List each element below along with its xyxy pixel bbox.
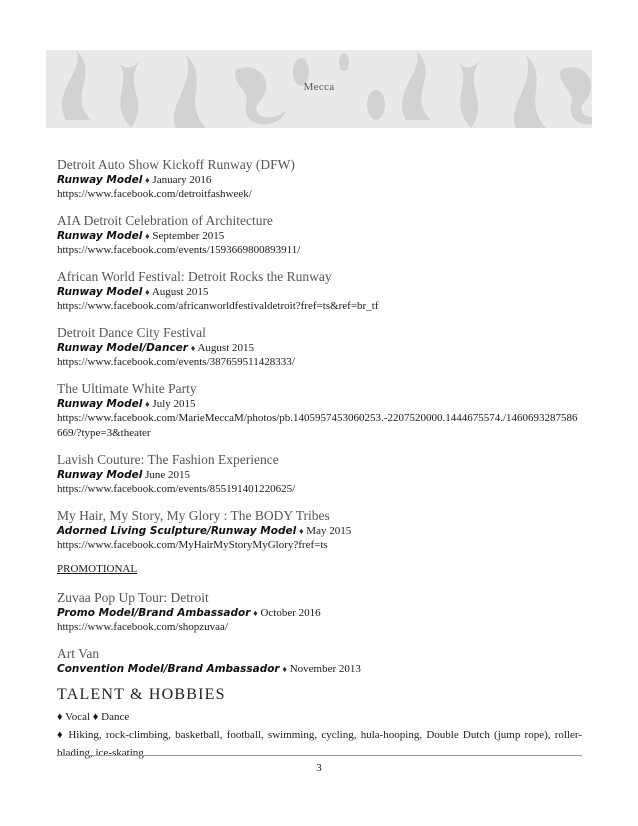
role-line — [57, 606, 582, 620]
header-title: Mecca — [303, 81, 335, 93]
role-line — [57, 229, 582, 243]
role-line — [57, 341, 582, 355]
role-title: Convention Model/Brand Ambassador — [57, 663, 280, 675]
diamond-separator: ♦ — [145, 399, 150, 409]
event-date: October 2016 — [260, 607, 321, 619]
role-title: Runway Model — [57, 469, 143, 481]
event-title: Lavish Couture: The Fashion Experience — [57, 452, 279, 467]
hobbies-list: ♦ Hiking, rock-climbing, basketball, football, swimming, cycling, hula-hooping, Double Dutch (jump rope), roller-blading, ice-skating — [57, 729, 582, 759]
event-link[interactable]: https://www.facebook.com/MyHairMyStoryMyGlory?fref=ts — [57, 539, 328, 551]
page-number: 3 — [316, 762, 322, 774]
event-title: African World Festival: Detroit Rocks the Runway — [57, 269, 332, 284]
event-date: September 2015 — [152, 230, 225, 242]
event-title: Detroit Dance City Festival — [57, 325, 206, 340]
experience-entry — [57, 324, 582, 370]
diamond-separator: ♦ — [145, 231, 150, 241]
experience-entry — [57, 589, 582, 635]
talent-heading: TALENT & HOBBIES — [57, 686, 226, 703]
role-line — [57, 285, 582, 299]
resume-content — [57, 156, 582, 762]
section-label-promotional: PROMOTIONAL — [57, 563, 138, 575]
event-date: June 2015 — [145, 469, 190, 481]
diamond-separator: ♦ — [253, 608, 258, 618]
experience-entry — [57, 451, 582, 497]
event-date: May 2015 — [306, 525, 352, 537]
role-title: Runway Model — [57, 230, 143, 242]
event-title: Art Van — [57, 646, 100, 661]
experience-entry — [57, 212, 582, 258]
event-link[interactable]: https://www.facebook.com/africanworldfestivaldetroit?fref=ts&ref=br_tf — [57, 300, 379, 312]
event-date: July 2015 — [152, 398, 196, 410]
event-title: Detroit Auto Show Kickoff Runway (DFW) — [57, 157, 295, 172]
role-title: Runway Model/Dancer — [57, 342, 188, 354]
diamond-separator: ♦ — [190, 343, 196, 353]
event-date: November 2013 — [289, 663, 361, 675]
event-link[interactable]: https://www.facebook.com/events/1593669800893911/ — [57, 244, 301, 256]
event-title: My Hair, My Story, My Glory : The BODY Tribes — [57, 508, 330, 523]
event-link[interactable]: https://www.facebook.com/MarieMeccaM/photos/pb.1405957453060253.-2207520000.1444675574./1460693287586669/?type=3&theater — [57, 412, 578, 439]
role-line — [57, 173, 582, 187]
role-title: Promo Model/Brand Ambassador — [57, 607, 251, 619]
role-title: Runway Model — [57, 174, 143, 186]
experience-entry — [57, 380, 582, 441]
diamond-separator: ♦ — [145, 287, 150, 297]
event-title: AIA Detroit Celebration of Architecture — [57, 213, 273, 228]
role-title: Runway Model — [57, 398, 143, 410]
event-date: January 2016 — [152, 174, 212, 186]
diamond-separator: ♦ — [298, 526, 304, 536]
footer-divider — [57, 755, 582, 756]
role-line — [57, 524, 582, 538]
event-link[interactable]: https://www.facebook.com/detroitfashweek/ — [57, 188, 252, 200]
role-title: Runway Model — [57, 286, 143, 298]
experience-entry — [57, 156, 582, 202]
talent-list: ♦ Vocal ♦ Dance — [57, 711, 130, 723]
event-link[interactable]: https://www.facebook.com/events/855191401220625/ — [57, 483, 296, 495]
role-title: Adorned Living Sculpture/Runway Model — [57, 525, 297, 537]
event-title: The Ultimate White Party — [57, 381, 197, 396]
experience-entry — [57, 507, 582, 553]
diamond-separator: ♦ — [145, 175, 150, 185]
event-link[interactable]: https://www.facebook.com/events/387659511428333/ — [57, 356, 295, 368]
event-date: August 2015 — [151, 286, 209, 298]
diamond-separator: ♦ — [282, 664, 287, 674]
role-line — [57, 397, 582, 411]
header-banner — [46, 50, 592, 128]
event-date: August 2015 — [197, 342, 254, 354]
experience-entry — [57, 645, 582, 676]
role-line — [57, 662, 582, 676]
role-line — [57, 468, 582, 482]
experience-entry — [57, 268, 582, 314]
event-title: Zuvaa Pop Up Tour: Detroit — [57, 590, 209, 605]
event-link[interactable]: https://www.facebook.com/shopzuvaa/ — [57, 621, 228, 633]
